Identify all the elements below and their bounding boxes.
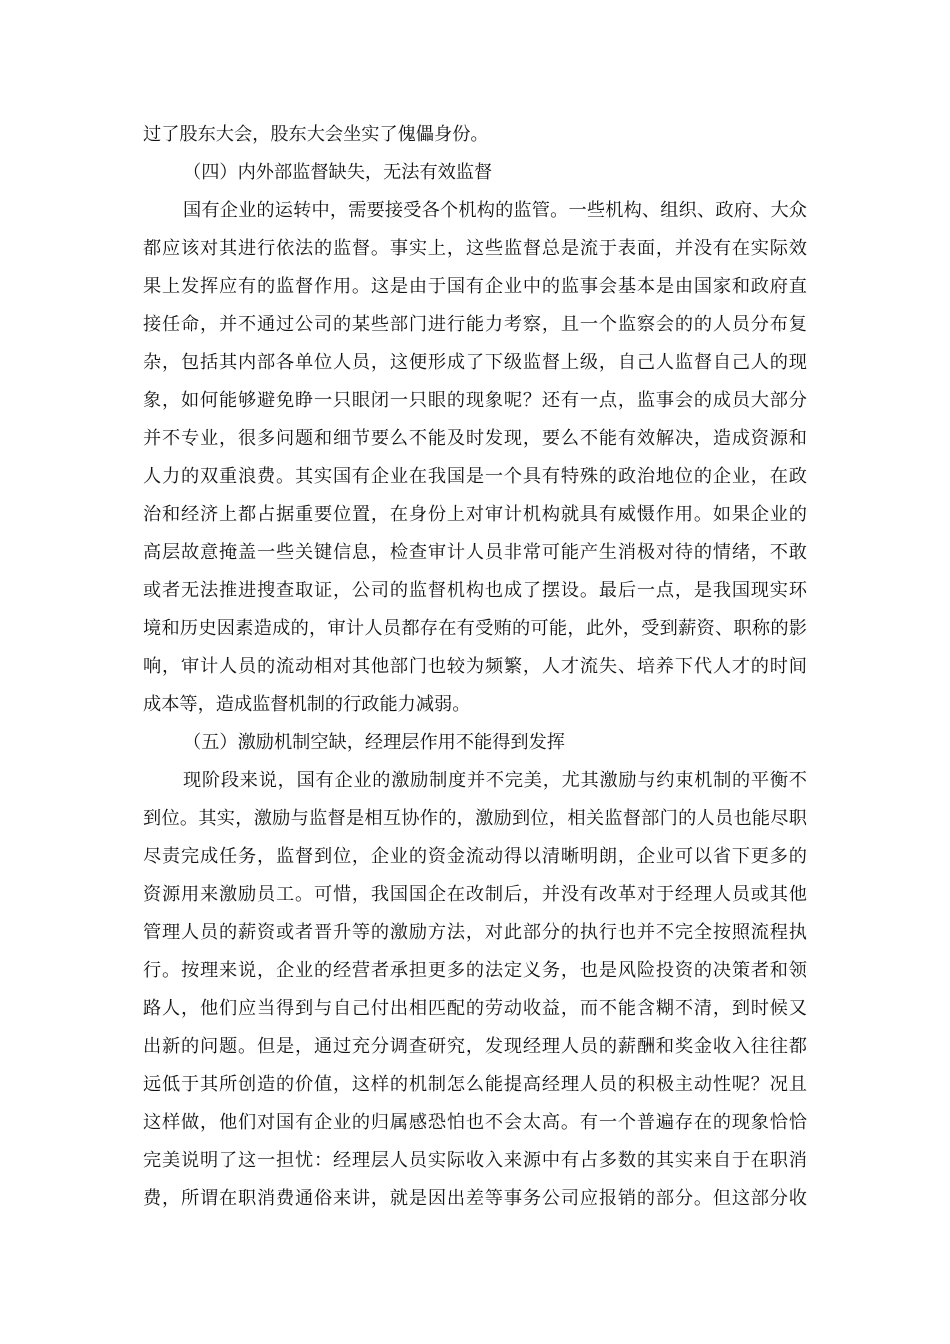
text-line: 路人，他们应当得到与自己付出相匹配的劳动收益，而不能含糊不清，到时候又	[143, 998, 807, 1019]
text-line: 人力的双重浪费。其实国有企业在我国是一个具有特殊的政治地位的企业，在政	[143, 466, 807, 487]
text-line: 杂，包括其内部各单位人员，这便形成了下级监督上级，自己人监督自己人的现	[143, 352, 807, 373]
text-line: 出新的问题。但是，通过充分调查研究，发现经理人员的薪酬和奖金收入往往都	[143, 1036, 807, 1057]
text-line: 这样做，他们对国有企业的归属感恐怕也不会太高。有一个普遍存在的现象恰恰	[143, 1112, 807, 1133]
text-line: 国有企业的运转中，需要接受各个机构的监管。一些机构、组织、政府、大众	[183, 200, 807, 221]
text-line: 远低于其所创造的价值，这样的机制怎么能提高经理人员的积极主动性呢？况且	[143, 1074, 807, 1095]
text-line: 并不专业，很多问题和细节要么不能及时发现，要么不能有效解决，造成资源和	[143, 428, 807, 449]
text-line: 行。按理来说，企业的经营者承担更多的法定义务，也是风险投资的决策者和领	[143, 960, 807, 981]
text-line: 果上发挥应有的监督作用。这是由于国有企业中的监事会基本是由国家和政府直	[143, 276, 807, 297]
text-line: 治和经济上都占据重要位置，在身份上对审计机构就具有威慑作用。如果企业的	[143, 504, 807, 525]
text-line: 或者无法推进搜查取证，公司的监督机构也成了摆设。最后一点，是我国现实环	[143, 580, 807, 601]
text-line: 尽责完成任务，监督到位，企业的资金流动得以清晰明朗，企业可以省下更多的	[143, 846, 807, 867]
text-line: 到位。其实，激励与监督是相互协作的，激励到位，相关监督部门的人员也能尽职	[143, 808, 807, 829]
text-line: 响，审计人员的流动相对其他部门也较为频繁，人才流失、培养下代人才的时间	[143, 656, 807, 677]
text-line: 都应该对其进行依法的监督。事实上，这些监督总是流于表面，并没有在实际效	[143, 238, 807, 259]
text-line: 高层故意掩盖一些关键信息，检查审计人员非常可能产生消极对待的情绪，不敢	[143, 542, 807, 563]
document-body	[143, 116, 807, 1218]
text-line: 成本等，造成监督机制的行政能力减弱。	[143, 694, 471, 715]
text-line: 管理人员的薪资或者晋升等的激励方法，对此部分的执行也并不完全按照流程执	[143, 922, 807, 943]
text-line: 资源用来激励员工。可惜，我国国企在改制后，并没有改革对于经理人员或其他	[143, 884, 807, 905]
text-line: 现阶段来说，国有企业的激励制度并不完美，尤其激励与约束机制的平衡不	[183, 770, 807, 791]
text-line: 费，所谓在职消费通俗来讲，就是因出差等事务公司应报销的部分。但这部分收	[143, 1188, 807, 1209]
text-line: 接任命，并不通过公司的某些部门进行能力考察，且一个监察会的的人员分布复	[143, 314, 807, 335]
text-line: （五）激励机制空缺，经理层作用不能得到发挥	[183, 732, 565, 753]
text-line: 完美说明了这一担忧：经理层人员实际收入来源中有占多数的其实来自于在职消	[143, 1150, 807, 1171]
text-line: 过了股东大会，股东大会坐实了傀儡身份。	[143, 124, 489, 145]
text-line: （四）内外部监督缺失，无法有效监督	[183, 162, 493, 183]
text-line: 境和历史因素造成的，审计人员都存在有受贿的可能，此外，受到薪资、职称的影	[143, 618, 807, 639]
text-line: 象，如何能够避免睁一只眼闭一只眼的现象呢？还有一点，监事会的成员大部分	[143, 390, 807, 411]
